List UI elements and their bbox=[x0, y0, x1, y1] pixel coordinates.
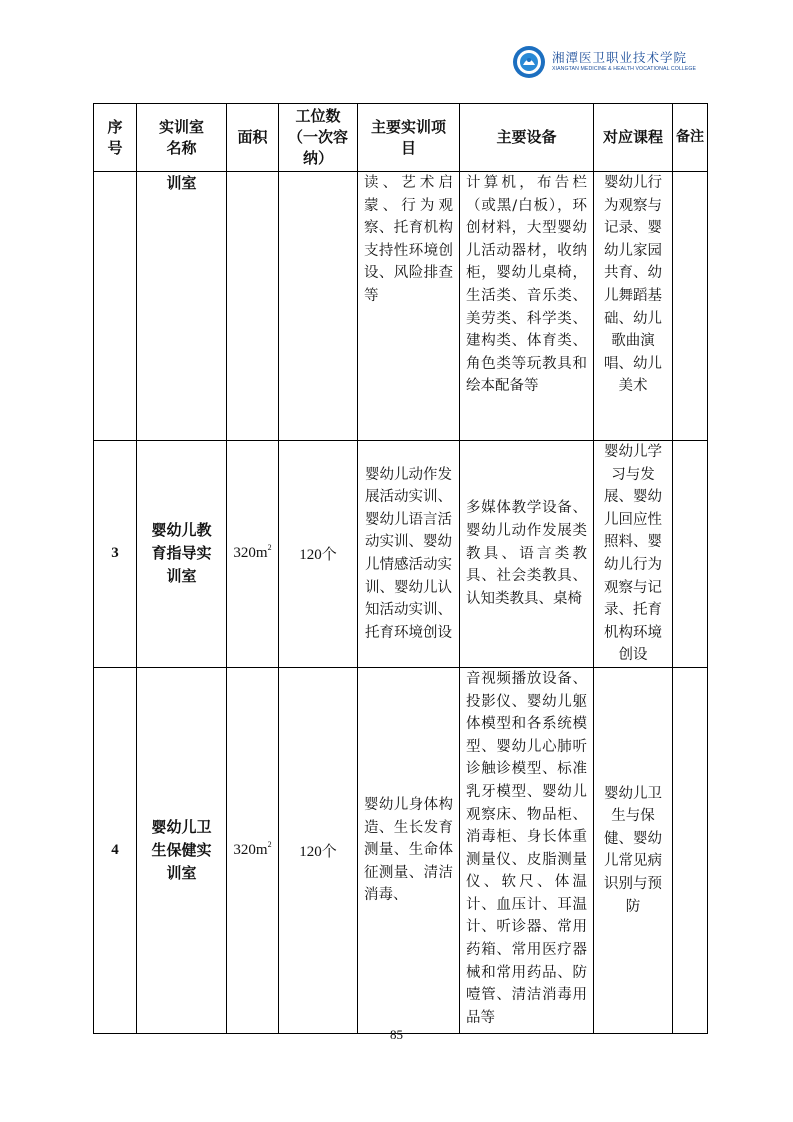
cell-remarks bbox=[673, 172, 708, 441]
cell-name: 婴幼儿教育指导实训室 bbox=[137, 441, 227, 668]
training-room-table bbox=[93, 103, 708, 1034]
header-area: 面积 bbox=[227, 104, 279, 172]
header-name: 实训室名称 bbox=[137, 104, 227, 172]
cell-courses: 婴幼儿卫生与保健、婴幼儿常见病识别与预防 bbox=[594, 667, 673, 1033]
table-row bbox=[94, 667, 708, 1033]
header-projects: 主要实训项目 bbox=[358, 104, 460, 172]
cell-projects: 婴幼儿身体构造、生长发育测量、生命体征测量、清洁消毒、 bbox=[358, 667, 460, 1033]
cell-no: 4 bbox=[94, 667, 137, 1033]
cell-projects: 读、艺术启蒙、行为观察、托育机构支持性环境创设、风险排查等 bbox=[358, 172, 460, 441]
cell-name: 训室 bbox=[137, 172, 227, 441]
cell-area bbox=[227, 172, 279, 441]
cell-remarks bbox=[673, 667, 708, 1033]
cell-capacity bbox=[279, 172, 358, 441]
college-emblem-icon bbox=[512, 45, 546, 79]
college-name-en: XIANGTAN MEDICINE & HEALTH VOCATIONAL COLLEGE bbox=[552, 66, 697, 72]
college-logo bbox=[512, 44, 697, 82]
cell-no bbox=[94, 172, 137, 441]
table-row bbox=[94, 441, 708, 668]
table-header-row bbox=[94, 104, 708, 172]
header-courses: 对应课程 bbox=[594, 104, 673, 172]
cell-name: 婴幼儿卫生保健实训室 bbox=[137, 667, 227, 1033]
college-name-cn: 湘潭医卫职业技术学院 bbox=[552, 50, 688, 65]
cell-projects: 婴幼儿动作发展活动实训、婴幼儿语言活动实训、婴幼儿情感活动实训、婴幼儿认知活动实训、托育环境创设 bbox=[358, 441, 460, 668]
cell-no: 3 bbox=[94, 441, 137, 668]
header-capacity: 工位数（一次容纳） bbox=[279, 104, 358, 172]
cell-equipment: 计算机，布告栏（或黑/白板），环创材料，大型婴幼儿活动器材，收纳柜，婴幼儿桌椅，生活类、音乐类、美劳类、科学类、建构类、体育类、角色类等玩教具和绘本配备等 bbox=[460, 172, 594, 441]
cell-courses: 婴幼儿学习与发展、婴幼儿回应性照料、婴幼儿行为观察与记录、托育机构环境创设 bbox=[594, 441, 673, 668]
header-equipment: 主要设备 bbox=[460, 104, 594, 172]
table-row bbox=[94, 172, 708, 441]
cell-area: $320m^2$ bbox=[227, 441, 279, 668]
header-remarks: 备注 bbox=[673, 104, 708, 172]
page-number: 85 bbox=[390, 1027, 403, 1042]
cell-capacity: 120个 bbox=[279, 667, 358, 1033]
cell-area: $320m^2$ bbox=[227, 667, 279, 1033]
cell-capacity: 120个 bbox=[279, 441, 358, 668]
header-no: 序号 bbox=[94, 104, 137, 172]
cell-remarks bbox=[673, 441, 708, 668]
cell-equipment: 音视频播放设备、投影仪、婴幼儿躯体模型和各系统模型、婴幼儿心肺听诊触诊模型、标准乳牙模型、婴幼儿观察床、物品柜、消毒柜、身长体重测量仪、皮脂测量仪、软尺、体温计、血压计、耳温计、听诊器、常用药箱、常用医疗器械和常用药品、防噎管、清洁消毒用品等 bbox=[460, 667, 594, 1033]
cell-equipment: 多媒体教学设备、婴幼儿动作发展类教具、语言类教具、社会类教具、认知类教具、桌椅 bbox=[460, 441, 594, 668]
cell-courses: 婴幼儿行为观察与记录、婴幼儿家园共育、幼儿舞蹈基础、幼儿歌曲演唱、幼儿美术 bbox=[594, 172, 673, 441]
